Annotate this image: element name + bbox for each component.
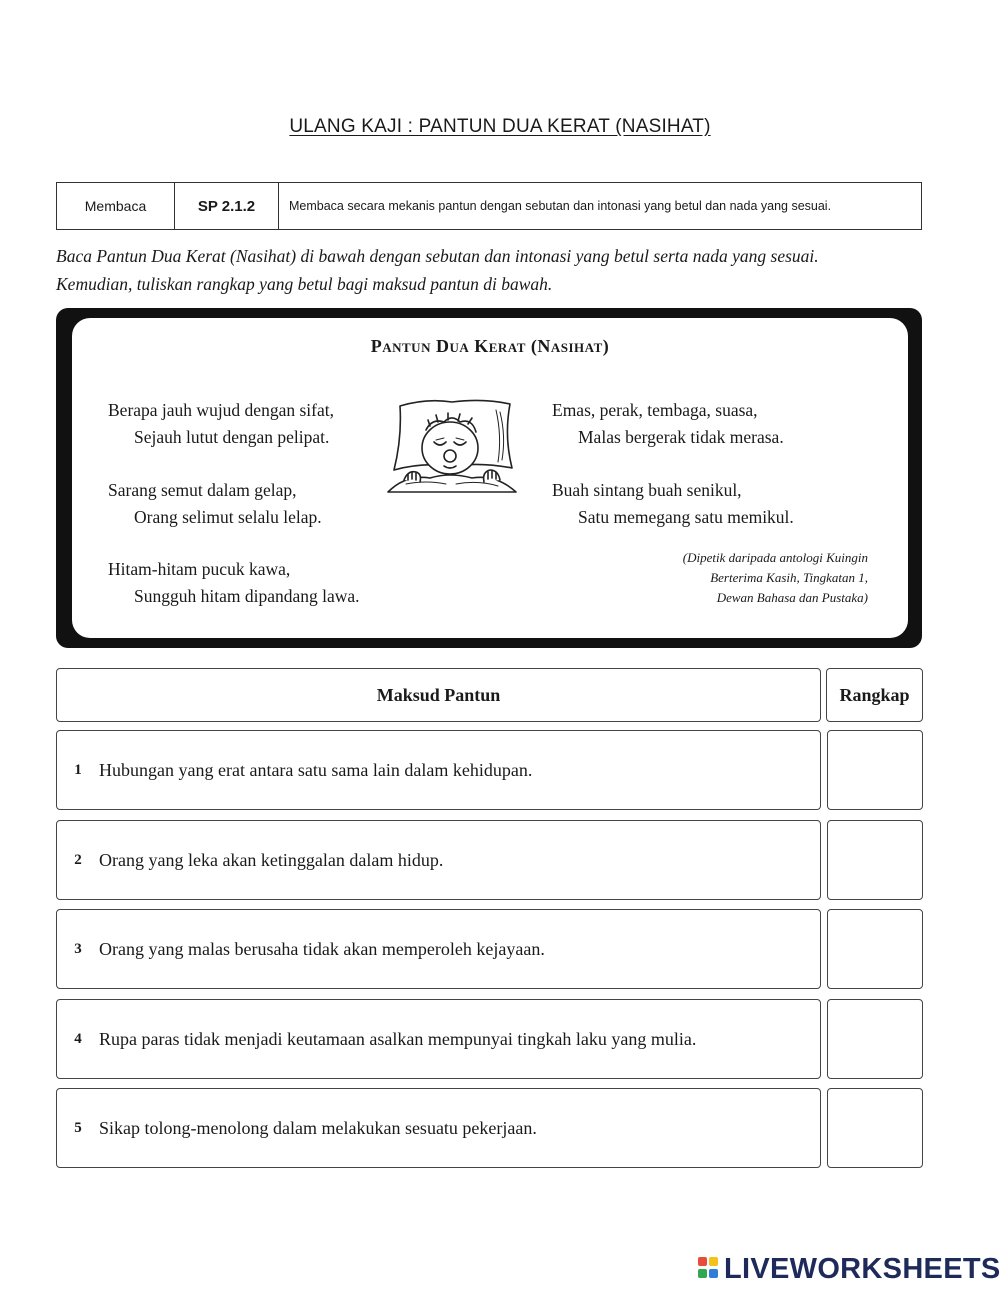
stanza-line: Sejauh lutut dengan pelipat. (134, 427, 330, 447)
row-meaning-text: Rupa paras tidak menjadi keutamaan asalkan mempunyai tingkah laku yang mulia. (99, 1028, 697, 1049)
poem-title: Pantun Dua Kerat (Nasihat) (370, 336, 610, 356)
table-row (56, 820, 821, 900)
row-meaning-text: Orang yang leka akan ketinggalan dalam hidup. (99, 849, 444, 870)
table-row (56, 909, 821, 989)
instructions-line-1: Baca Pantun Dua Kerat (Nasihat) di bawah dengan sebutan dan intonasi yang betul serta nada yang sesuai. (56, 246, 819, 266)
answer-box-1[interactable] (827, 730, 923, 810)
row-number: 3 (74, 940, 82, 957)
poem-source (600, 548, 868, 608)
instructions-line-2: Kemudian, tuliskan rangkap yang betul bagi maksud pantun di bawah. (56, 274, 553, 294)
header-stanza-label: Rangkap (839, 684, 910, 705)
row-number: 2 (74, 851, 82, 868)
source-line: (Dipetik daripada antologi Kuingin (682, 550, 868, 565)
stanza-line: Malas bergerak tidak merasa. (578, 427, 784, 447)
stanza-line: Sarang semut dalam gelap, (108, 480, 297, 500)
stanza-right-2 (552, 477, 794, 531)
stanza-line: Sungguh hitam dipandang lawa. (134, 586, 360, 606)
source-line: Berterima Kasih, Tingkatan 1, (710, 570, 868, 585)
answer-box-4[interactable] (827, 999, 923, 1079)
stanza-line: Emas, perak, tembaga, suasa, (552, 400, 758, 420)
answer-box-3[interactable] (827, 909, 923, 989)
row-number: 5 (74, 1119, 82, 1136)
standard-code: SP 2.1.2 (175, 183, 279, 229)
row-number: 4 (74, 1030, 82, 1047)
source-line: Dewan Bahasa dan Pustaka) (716, 590, 868, 605)
page-title (0, 116, 1000, 138)
learning-standard-table (56, 182, 922, 230)
header-meaning-label: Maksud Pantun (376, 684, 501, 705)
stanza-left-2 (108, 477, 322, 531)
stanza-line: Buah sintang buah senikul, (552, 480, 742, 500)
answer-box-5[interactable] (827, 1088, 923, 1168)
stanza-left-1 (108, 397, 334, 451)
logo-text: LIVEWORKSHEETS (724, 1252, 1000, 1285)
table-header-stanza (826, 668, 923, 722)
row-meaning-text: Hubungan yang erat antara satu sama lain dalam kehidupan. (99, 759, 533, 780)
liveworksheets-logo-icon (698, 1255, 720, 1283)
table-row (56, 730, 821, 810)
table-header-meaning (56, 668, 821, 722)
stanza-right-1 (552, 397, 784, 451)
liveworksheets-logo[interactable] (698, 1253, 1000, 1285)
answer-box-2[interactable] (827, 820, 923, 900)
sleeping-person-illustration (386, 396, 520, 500)
stanza-line: Hitam-hitam pucuk kawa, (108, 559, 291, 579)
row-meaning-text: Orang yang malas berusaha tidak akan memperoleh kejayaan. (99, 938, 545, 959)
standard-description: Membaca secara mekanis pantun dengan sebutan dan intonasi yang betul dan nada yang sesuai. (289, 199, 832, 213)
row-meaning-text: Sikap tolong-menolong dalam melakukan sesuatu pekerjaan. (99, 1117, 537, 1138)
stanza-line: Orang selimut selalu lelap. (134, 507, 322, 527)
standard-skill: Membaca (57, 183, 175, 229)
stanza-line: Berapa jauh wujud dengan sifat, (108, 400, 334, 420)
page-title-text: ULANG KAJI : PANTUN DUA KERAT (NASIHAT) (289, 116, 711, 137)
stanza-left-3 (108, 556, 360, 610)
table-row (56, 1088, 821, 1168)
stanza-line: Satu memegang satu memikul. (578, 507, 794, 527)
instructions (56, 242, 926, 298)
row-number: 1 (74, 761, 82, 778)
table-row (56, 999, 821, 1079)
